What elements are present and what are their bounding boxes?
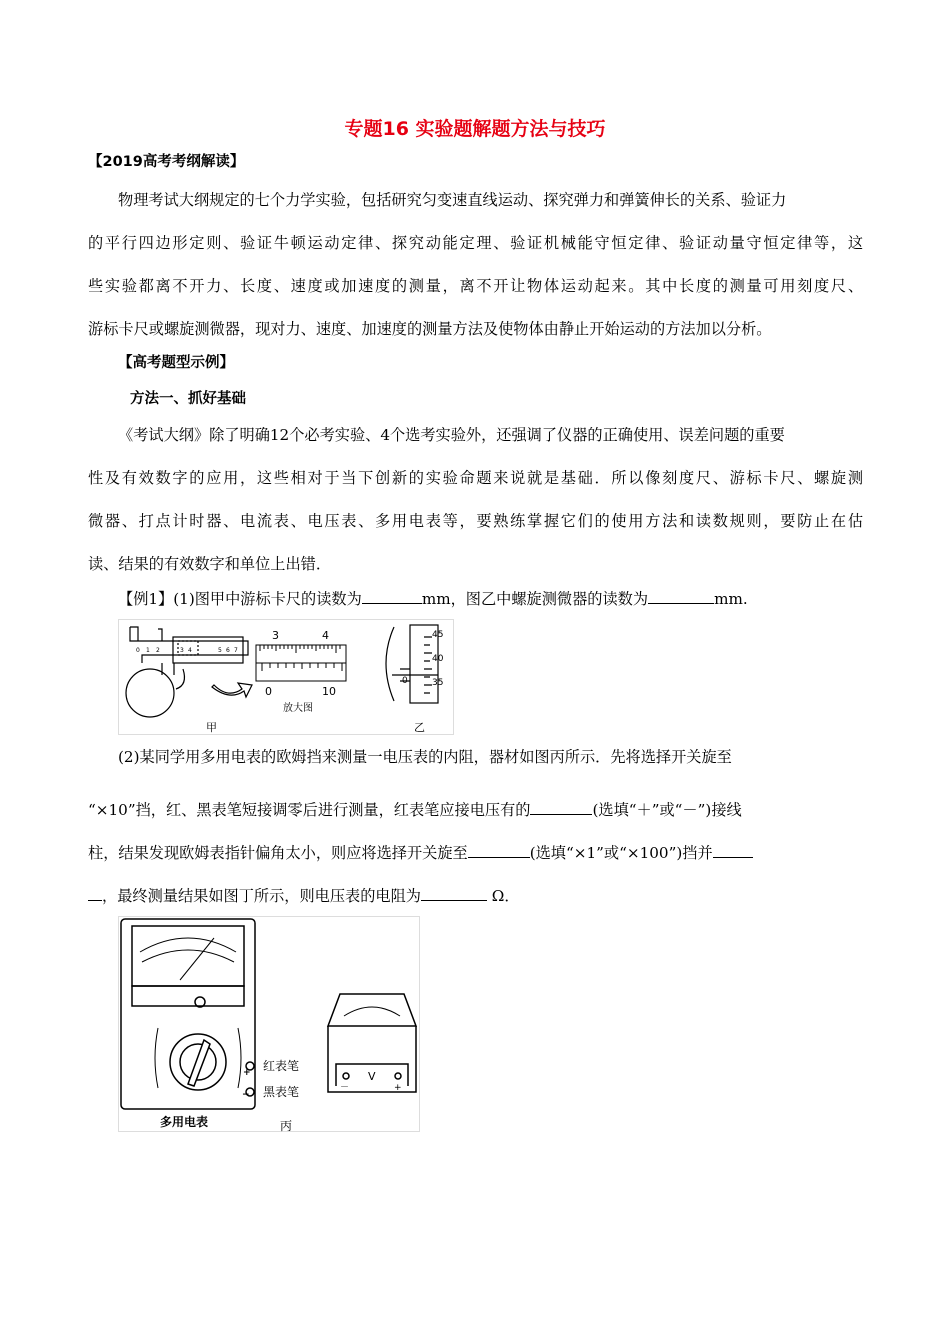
answer-blank (530, 800, 592, 815)
caliper-small-scale (136, 647, 238, 654)
black-probe-label: 黑表笔 (263, 1085, 300, 1099)
example-label: 【例1】 (118, 590, 174, 608)
multimeter-label: 多用电表 (160, 1115, 209, 1129)
vernier-tick: 0 (265, 685, 272, 698)
answer-blank (362, 589, 422, 604)
plus-terminal: + (243, 1068, 251, 1078)
method-heading: 方法一、抓好基础 (130, 391, 246, 407)
svg-text:2: 2 (156, 647, 160, 654)
micrometer-tick: 45 (432, 630, 444, 640)
figure-caption-jia: 甲 (206, 721, 217, 734)
zoom-label: 放大图 (283, 703, 313, 714)
svg-text:4: 4 (188, 647, 192, 654)
micrometer-drawing (386, 625, 438, 703)
example1-question2-line3: 柱，结果发现欧姆表指针偏角太小，则应将选择开关旋至 (选填“×1”或“×100”)挡并 (88, 841, 753, 865)
svg-text:0: 0 (136, 647, 140, 654)
paragraph-line: 游标卡尺或螺旋测微器，现对力、速度、加速度的测量方法及使物体由静止开始运动的方法加以分析。 (88, 320, 772, 338)
answer-blank (468, 843, 530, 858)
answer-blank (648, 589, 714, 604)
svg-text:5: 5 (218, 647, 222, 654)
example1-question2-line4: ，最终测量结果如图丁所示，则电压表的电阻为 Ω． (88, 884, 520, 908)
svg-text:6: 6 (226, 647, 230, 654)
figure-caption-yi: 乙 (414, 721, 425, 734)
answer-blank (88, 886, 102, 901)
voltmeter-minus: － (340, 1083, 350, 1093)
enlarged-scale (256, 645, 346, 681)
micrometer-tick: 35 (432, 678, 444, 688)
paragraph-line: (2)某同学用多用电表的欧姆挡来测量一电压表的内阻，器材如图丙所示．先将选择开关旋至 (118, 748, 732, 766)
section-heading-examples: 【高考题型示例】 (118, 355, 234, 371)
main-scale-tick: 3 (272, 629, 279, 642)
svg-text:7: 7 (234, 647, 238, 654)
answer-blank (713, 843, 753, 858)
figure-caliper-micrometer (118, 619, 454, 735)
paragraph-line: 的平行四边形定则、验证牛顿运动定律、探究动能定理、验证机械能守恒定律、验证动量守恒定律等，这 (88, 234, 863, 252)
micrometer-sleeve-zero: 0 (402, 676, 408, 686)
paragraph-line: 性及有效数字的应用，这些相对于当下创新的实验命题来说就是基础．所以像刻度尺、游标卡尺、螺旋测 (88, 469, 863, 487)
page-title: 专题16 实验题解题方法与技巧 (344, 118, 606, 140)
figure-caption-bing: 丙 (280, 1119, 293, 1132)
vernier-tick: 10 (322, 685, 336, 698)
main-scale-tick: 4 (322, 629, 329, 642)
voltmeter-plus: + (394, 1083, 402, 1093)
paragraph-line: 物理考试大纲规定的七个力学实验，包括研究匀变速直线运动、探究弹力和弹簧伸长的关系、验证力 (118, 191, 787, 209)
svg-text:3: 3 (180, 647, 184, 654)
svg-text:1: 1 (146, 647, 150, 654)
vernier-caliper-drawing (126, 627, 252, 717)
paragraph-line: 《考试大纲》除了明确12个必考实验、4个选考实验外，还强调了仪器的正确使用、误差问题的重要 (118, 426, 785, 444)
red-probe-label: 红表笔 (263, 1059, 300, 1073)
paragraph-line: 微器、打点计时器、电流表、电压表、多用电表等，要熟练掌握它们的使用方法和读数规则，要防止在估 (88, 512, 863, 530)
section-heading-syllabus: 【2019高考考纲解读】 (88, 154, 245, 170)
paragraph-line: 读、结果的有效数字和单位上出错． (88, 555, 331, 573)
figure-multimeter-voltmeter (118, 916, 420, 1132)
minus-terminal: − (242, 1090, 250, 1100)
example1-question1: 【例1】(1)图甲中游标卡尺的读数为 mm，图乙中螺旋测微器的读数为 mm. (118, 590, 748, 608)
paragraph-line: 些实验都离不开力、长度、速度或加速度的测量，离不开让物体运动起来。其中长度的测量可用刻度尺、 (88, 277, 863, 295)
multimeter-drawing (121, 919, 255, 1109)
example1-question2-line2: “×10”挡，红、黑表笔短接调零后进行测量，红表笔应接电压有的 (选填“＋”或“－”)接线 (88, 801, 742, 819)
answer-blank (421, 886, 487, 901)
voltmeter-symbol: V (368, 1070, 376, 1083)
micrometer-tick: 40 (432, 654, 444, 664)
